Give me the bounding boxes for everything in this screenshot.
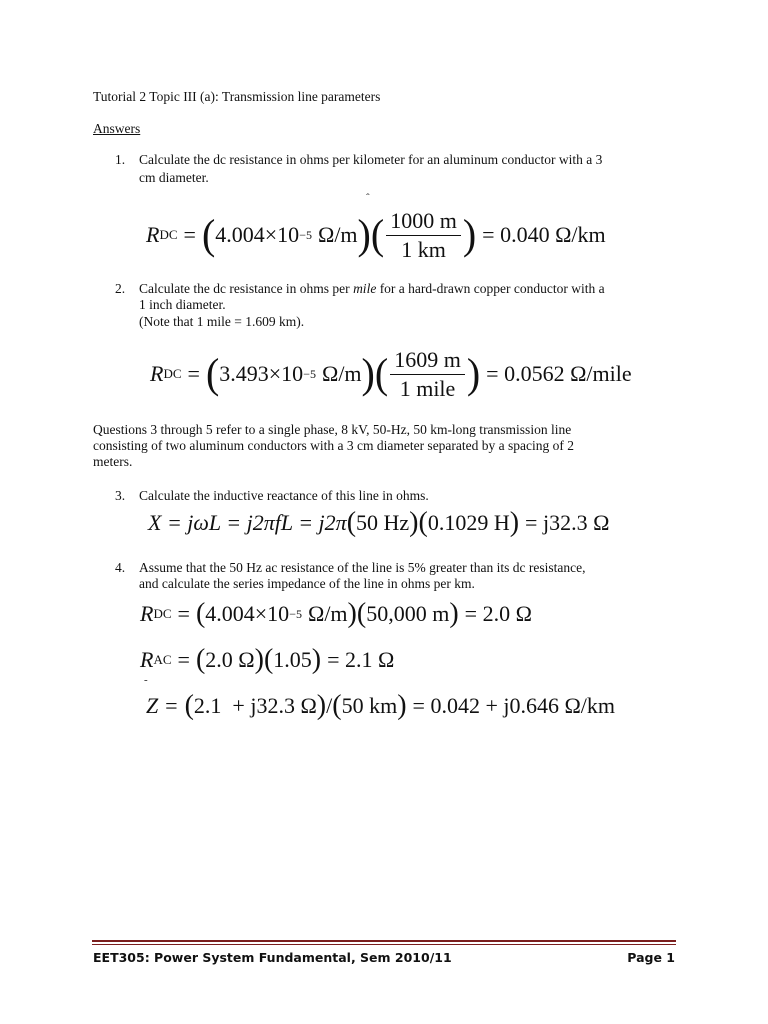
eq1-result: = 0.040 Ω/km xyxy=(482,222,606,247)
eq2-denominator: 1 mile xyxy=(399,375,456,401)
eq3-frequency: 50 Hz xyxy=(356,510,410,535)
eq1-denominator: 1 km xyxy=(401,236,446,262)
footer-page-number: Page 1 xyxy=(627,950,675,965)
equation-3: X = jωL = j2πfL = j2π ( 50 Hz ) ( 0.1029 H ) = j32.3 Ω xyxy=(148,507,610,538)
eq3-result: = j32.3 Ω xyxy=(525,510,610,535)
eq3-inductance: 0.1029 H xyxy=(427,510,510,535)
eq1-mantissa: 4.004×10 xyxy=(215,222,300,247)
equation-2: R DC = ( 3.493×10 −5 Ω/m ) ( $\frac{1609 m}{\text{1 mile}}$ ) = 0.0562 Ω/mile xyxy=(150,346,632,401)
stray-caret-mark: ˆ xyxy=(366,192,370,204)
footer-rule xyxy=(92,940,676,942)
eq3-text: X = jωL = j2πfL = j2π xyxy=(148,510,347,535)
intro-line2: consisting of two aluminum conductors with a 3 cm diameter separated by a spacing of 2 xyxy=(93,438,575,453)
footer-course: EET305: Power System Fundamental, Sem 2010/11 xyxy=(93,950,452,965)
eq4-length: 50,000 m xyxy=(366,601,450,626)
intro-line3: meters. xyxy=(93,454,133,469)
eq6-b: 50 km xyxy=(341,693,398,718)
q2-text-a: Calculate the dc resistance in ohms per xyxy=(139,281,354,296)
q2-text-emph: mile xyxy=(353,281,377,296)
eq4-unit: Ω/m xyxy=(307,601,348,626)
eq1-exponent: −5 xyxy=(299,227,312,242)
eq5-lhs: R xyxy=(140,647,154,672)
eq2-exponent: −5 xyxy=(303,366,316,381)
q1-text-line2: cm diameter. xyxy=(139,170,209,185)
eq6-result: = 0.042 + j0.646 Ω/km xyxy=(412,693,616,718)
intro-line1: Questions 3 through 5 refer to a single phase, 8 kV, 50-Hz, 50 km-long transmission line xyxy=(93,422,572,437)
eq4-exponent: −5 xyxy=(289,606,302,621)
footer-rule-thin xyxy=(92,944,676,945)
eq1-lhs-sub: DC xyxy=(159,227,178,242)
equation-5: R AC = ( 2.0 Ω ) ( 1.05 ) = 2.1 Ω xyxy=(140,644,395,675)
eq4-mantissa: 4.004×10 xyxy=(205,601,290,626)
q4-number: 4. xyxy=(115,560,126,575)
eq2-numerator: 1609 m xyxy=(390,347,465,375)
eq6-a: 2.1 + j32.3 Ω xyxy=(193,693,317,718)
eq5-result: = 2.1 Ω xyxy=(327,647,395,672)
q3-text-line1: Calculate the inductive reactance of this line in ohms. xyxy=(139,488,429,503)
eq2-lhs-sub: DC xyxy=(163,366,182,381)
eq1-numerator: 1000 m xyxy=(386,208,461,236)
q1-text-line1: Calculate the dc resistance in ohms per kilometer for an aluminum conductor with a 3 xyxy=(139,152,603,167)
stray-dash-mark: - xyxy=(144,674,148,686)
eq5-a: 2.0 Ω xyxy=(205,647,255,672)
q2-text-line1 xyxy=(139,281,605,297)
eq6-lhs: Z = xyxy=(146,693,179,718)
q4-text-line1: Assume that the 50 Hz ac resistance of the line is 5% greater than its dc resistance, xyxy=(139,560,586,575)
eq2-lhs: R xyxy=(150,361,164,386)
q4-text-line2: and calculate the series impedance of the line in ohms per km. xyxy=(139,576,475,591)
eq1-lhs: R xyxy=(146,222,160,247)
answers-heading: Answers xyxy=(93,121,141,136)
eq4-result: = 2.0 Ω xyxy=(464,601,532,626)
eq4-lhs-sub: DC xyxy=(153,606,172,621)
equation-6: Z = ( 2.1 + j32.3 Ω ) / ( 50 km ) = 0.042 + j0.646 Ω/km xyxy=(146,690,616,721)
q2-number: 2. xyxy=(115,281,126,296)
eq2-mantissa: 3.493×10 xyxy=(219,361,304,386)
eq1-unit: Ω/m xyxy=(317,222,358,247)
q2-text-b: for a hard-drawn copper conductor with a xyxy=(376,281,605,296)
q1-number: 1. xyxy=(115,152,126,167)
equation-1: R DC = ( 4.004×10 −5 Ω/m ) ( $\frac{1000 m}{1 km}$ ) = 0.040 Ω/km xyxy=(146,207,606,262)
eq5-lhs-sub: AC xyxy=(153,652,172,667)
q3-number: 3. xyxy=(115,488,126,503)
q2-text-line2: 1 inch diameter. xyxy=(139,297,226,312)
eq2-result: = 0.0562 Ω/mile xyxy=(486,361,632,386)
eq6-slash: / xyxy=(326,693,333,718)
q2-text-line3: (Note that 1 mile = 1.609 km). xyxy=(139,314,305,329)
eq4-lhs: R xyxy=(140,601,154,626)
eq2-unit: Ω/m xyxy=(321,361,362,386)
eq1-fraction xyxy=(386,208,461,263)
eq5-b: 1.05 xyxy=(273,647,312,672)
equation-4: R DC = ( 4.004×10 −5 Ω/m ) ( 50,000 m ) = 2.0 Ω xyxy=(140,598,532,629)
page-title: Tutorial 2 Topic III (a): Transmission line parameters xyxy=(93,89,381,104)
eq2-fraction xyxy=(390,347,465,402)
